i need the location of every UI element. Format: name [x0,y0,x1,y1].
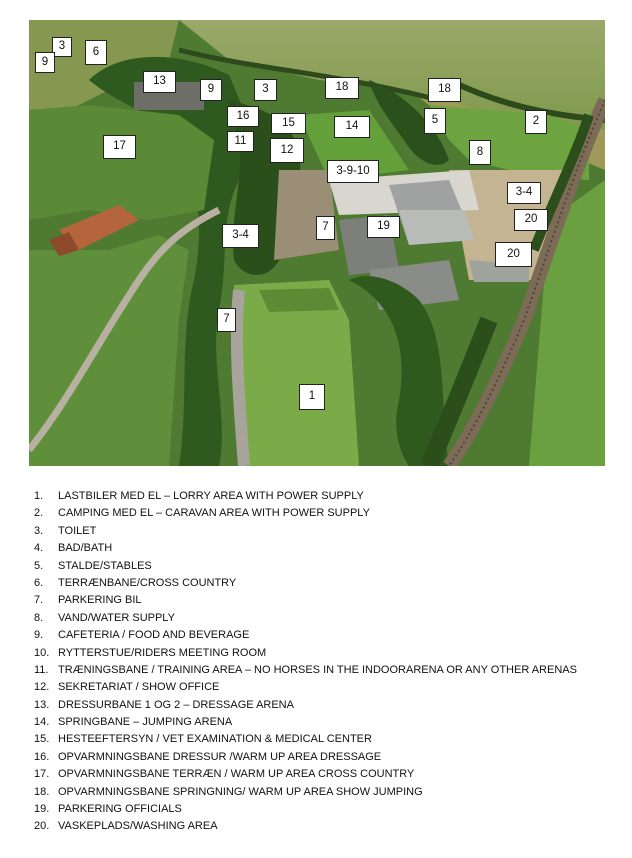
legend-item: 3. TOILET [34,524,97,537]
legend-item: 19. PARKERING OFFICIALS [34,803,182,816]
map-marker: 8 [469,140,491,165]
map-marker: 6 [85,40,107,65]
map-marker: 3 [52,37,72,57]
map-marker: 19 [367,216,400,238]
legend-item: 9. CAFETERIA / FOOD AND BEVERAGE [34,629,250,642]
map-marker: 14 [334,116,370,138]
legend-item: 18. OPVARMNINGSBANE SPRINGNING/ WARM UP AREA SHOW JUMPING [34,785,423,798]
legend-item: 11. TRÆNINGSBANE / TRAINING AREA – NO HORSES IN THE INDOORARENA OR ANY OTHER ARENAS [34,663,577,676]
map-marker: 1 [299,384,325,410]
legend-item: 6. TERRÆNBANE/CROSS COUNTRY [34,576,237,589]
map-marker: 9 [35,52,55,73]
map-marker: 20 [495,242,532,267]
legend-item: 12. SEKRETARIAT / SHOW OFFICE [34,681,220,694]
legend-item: 10. RYTTERSTUE/RIDERS MEETING ROOM [34,646,267,659]
map-marker: 9 [200,79,222,101]
legend-item: 15. HESTEEFTERSYN / VET EXAMINATION & MEDICAL CENTER [34,733,372,746]
map-marker: 13 [143,71,176,93]
map-marker: 12 [270,138,304,163]
legend-item: 17. OPVARMNINGSBANE TERRÆN / WARM UP AREA CROSS COUNTRY [34,768,415,781]
map-marker: 17 [103,135,136,159]
map-marker: 20 [514,209,548,231]
aerial-site-photo [29,20,605,466]
legend-item: 14. SPRINGBANE – JUMPING ARENA [34,716,233,729]
map-marker: 18 [428,78,461,102]
map-marker: 16 [227,106,259,127]
legend-item: 8. VAND/WATER SUPPLY [34,611,175,624]
legend-item: 20. VASKEPLADS/WASHING AREA [34,820,218,833]
legend-item: 5. STALDE/STABLES [34,559,152,572]
map-marker: 3-4 [222,224,259,248]
map-marker: 18 [325,77,359,99]
legend-item: 4. BAD/BATH [34,542,113,555]
map-marker: 7 [217,308,236,332]
map-marker: 11 [227,131,254,152]
map-marker: 15 [271,113,306,134]
map-marker: 3-9-10 [327,160,379,183]
map-marker: 2 [525,110,547,134]
map-marker: 5 [424,108,446,134]
map-marker: 7 [316,216,335,240]
legend-item: 2. CAMPING MED EL – CARAVAN AREA WITH POWER SUPPLY [34,507,370,520]
map-marker: 3-4 [507,182,541,204]
site-legend [34,488,624,836]
legend-item: 16. OPVARMNINGSBANE DRESSUR /WARM UP AREA DRESSAGE [34,750,382,763]
legend-item: 7. PARKERING BIL [34,594,142,607]
legend-item: 1. LASTBILER MED EL – LORRY AREA WITH POWER SUPPLY [34,490,364,502]
legend-item: 13. DRESSURBANE 1 OG 2 – DRESSAGE ARENA [34,698,294,711]
map-marker: 3 [254,79,277,101]
